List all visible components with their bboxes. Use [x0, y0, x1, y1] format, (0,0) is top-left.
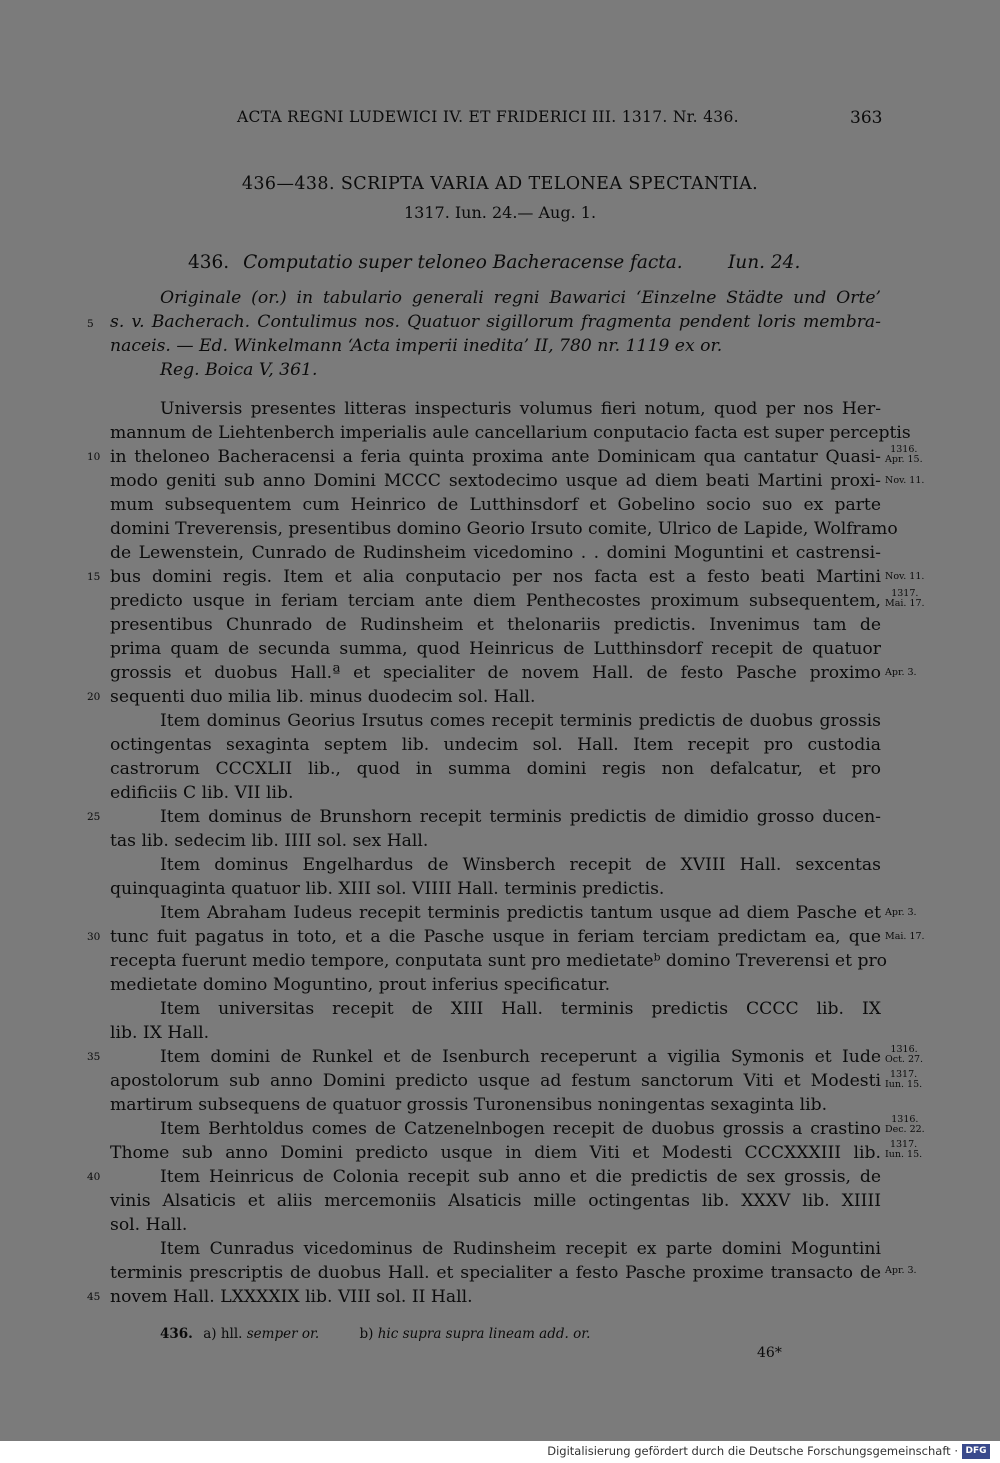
body-line: prima quam de secunda summa, quod Heinricus de Lutthinsdorf recepit de quatuor	[110, 639, 881, 659]
line-number: 25	[87, 811, 101, 823]
body-line: Item Abraham Iudeus recepit terminis predictis tantum usque ad diem Pasche et	[160, 903, 881, 923]
body-line: castrorum CCCXLII lib., quod in summa domini regis non defalcatur, et pro	[110, 759, 881, 779]
body-line: medietate domino Moguntino, prout inferius specificatur.	[110, 975, 611, 995]
line-number: 45	[87, 1291, 101, 1303]
margin-date: Apr. 3.	[885, 667, 917, 678]
body-line: grossis et duobus Hall.ª et specialiter de novem Hall. de festo Pasche proximo	[110, 663, 881, 683]
body-line: martirum subsequens de quatuor grossis Turonensibus noningentas sexaginta lib.	[110, 1095, 828, 1115]
body-line: Universis presentes litteras inspecturis volumus fieri notum, quod per nos Her-	[160, 399, 881, 419]
body-line: in theloneo Bacheracensi a feria quinta proxima ante Dominicam qua cantatur Quasi-	[110, 447, 881, 467]
body-line: apostolorum sub anno Domini predicto usque ad festum sanctorum Viti et Modesti	[110, 1071, 881, 1091]
body-line: Item domini de Runkel et de Isenburch receperunt a vigilia Symonis et Iude	[160, 1047, 881, 1067]
body-line: Item Cunradus vicedominus de Rudinsheim recepit ex parte domini Moguntini	[160, 1239, 881, 1259]
body-line: mannum de Liehtenberch imperialis aule cancellarium conputacio facta est super perceptis	[110, 423, 911, 443]
margin-date: 1317. Iun. 15.	[885, 1069, 923, 1090]
footnote-b-mark: b)	[359, 1326, 374, 1342]
body-line: edificiis C lib. VII lib.	[110, 783, 294, 803]
apparatus-line: Originale (or.) in tabulario generali regni Bawarici ‘Einzelne Städte und Orte’	[160, 288, 881, 308]
document-number: 436.	[188, 252, 230, 273]
body-line: predicto usque in feriam terciam ante diem Penthecostes proximum subsequentem,	[110, 591, 881, 611]
document-title-text: Computatio super teloneo Bacheracense facta.	[243, 252, 683, 273]
margin-date: 1316. Apr. 15.	[885, 444, 923, 465]
line-number: 5	[87, 318, 94, 330]
line-number: 15	[87, 571, 101, 583]
margin-date: 1317. Iun. 15.	[885, 1139, 923, 1160]
body-line: Item dominus Engelhardus de Winsberch recepit de XVIII Hall. sexcentas	[160, 855, 881, 875]
running-header	[0, 108, 1000, 134]
body-line: Thome sub anno Domini predicto usque in diem Viti et Modesti CCCXXXIII lib.	[110, 1143, 881, 1163]
line-number: 35	[87, 1051, 101, 1063]
body-line: Item Heinricus de Colonia recepit sub anno et die predictis de sex grossis, de	[160, 1167, 881, 1187]
line-number: 40	[87, 1171, 101, 1183]
margin-date: 1316. Oct. 27.	[885, 1044, 924, 1065]
credit-text: Digitalisierung gefördert durch die Deutsche Forschungsgemeinschaft ·	[547, 1444, 958, 1458]
line-number: 10	[87, 451, 101, 463]
line-number: 30	[87, 931, 101, 943]
margin-date: 1317. Mai. 17.	[885, 588, 925, 609]
apparatus-line: Reg. Boica V, 361.	[160, 360, 318, 380]
body-line: bus domini regis. Item et alia conputacio per nos facta est a festo beati Martini	[110, 567, 881, 587]
margin-date: Apr. 3.	[885, 1265, 917, 1276]
footnotes	[160, 1326, 590, 1342]
footnote-a-text: hll.	[220, 1326, 243, 1342]
margin-date: 1316. Dec. 22.	[885, 1114, 925, 1135]
credit-bar	[0, 1441, 1000, 1463]
body-line: sequenti duo milia lib. minus duodecim sol. Hall.	[110, 687, 536, 707]
apparatus-line: naceis. — Ed. Winkelmann ‘Acta imperii inedita’ II, 780 nr. 1119 ex or.	[110, 336, 723, 356]
line-number: 20	[87, 691, 101, 703]
body-line: lib. IX Hall.	[110, 1023, 210, 1043]
signature-mark: 46*	[757, 1345, 782, 1361]
footnote-b-text: hic supra supra lineam add. or.	[377, 1326, 591, 1342]
body-line: tas lib. sedecim lib. IIII sol. sex Hall.	[110, 831, 429, 851]
document-title	[188, 252, 828, 273]
margin-date: Nov. 11.	[885, 475, 925, 486]
body-line: recepta fuerunt medio tempore, conputata sunt pro medietateᵇ domino Treverensi et pro	[110, 951, 888, 971]
page-number: 363	[850, 108, 883, 128]
footnote-a-note: semper or.	[246, 1326, 320, 1342]
running-title: ACTA REGNI LUDEWICI IV. ET FRIDERICI III. 1317. Nr. 436.	[237, 108, 739, 126]
body-line: domini Treverensis, presentibus domino Georio Irsuto comite, Ulrico de Lapide, Wolframo	[110, 519, 898, 539]
apparatus-line: s. v. Bacherach. Contulimus nos. Quatuor sigillorum fragmenta pendent loris membra-	[110, 312, 881, 332]
section-heading: 436—438. SCRIPTA VARIA AD TELONEA SPECTANTIA.	[241, 174, 759, 194]
section-dates: 1317. Iun. 24.— Aug. 1.	[403, 203, 597, 222]
body-line: sol. Hall.	[110, 1215, 188, 1235]
footnote-doc-number: 436.	[160, 1326, 193, 1342]
body-line: novem Hall. LXXXXIX lib. VIII sol. II Hall.	[110, 1287, 473, 1307]
dfg-logo: DFG	[962, 1444, 990, 1459]
margin-date: Mai. 17.	[885, 931, 925, 942]
body-line: tunc fuit pagatus in toto, et a die Pasche usque in feriam terciam predictam ea, que	[110, 927, 881, 947]
margin-date: Apr. 3.	[885, 907, 917, 918]
body-line: terminis prescriptis de duobus Hall. et specialiter a festo Pasche proxime transacto de	[110, 1263, 881, 1283]
document-date: Iun. 24.	[728, 252, 801, 273]
body-line: Item universitas recepit de XIII Hall. terminis predictis CCCC lib. IX	[160, 999, 881, 1019]
body-line: modo geniti sub anno Domini MCCC sextodecimo usque ad diem beati Martini proxi-	[110, 471, 881, 491]
body-line: octingentas sexaginta septem lib. undecim sol. Hall. Item recepit pro custodia	[110, 735, 881, 755]
body-line: presentibus Chunrado de Rudinsheim et thelonariis predictis. Invenimus tam de	[110, 615, 881, 635]
body-line: Item Berhtoldus comes de Catzenelnbogen recepit de duobus grossis a crastino	[160, 1119, 881, 1139]
body-line: Item dominus Georius Irsutus comes recepit terminis predictis de duobus grossis	[160, 711, 881, 731]
body-line: vinis Alsaticis et aliis mercemoniis Alsaticis mille octingentas lib. XXXV lib. XIIII	[110, 1191, 881, 1211]
body-line: Item dominus de Brunshorn recepit terminis predictis de dimidio grosso ducen-	[160, 807, 881, 827]
body-line: mum subsequentem cum Heinrico de Lutthinsdorf et Gobelino socio suo ex parte	[110, 495, 881, 515]
body-line: de Lewenstein, Cunrado de Rudinsheim vicedomino . . domini Moguntini et castrensi-	[110, 543, 881, 563]
body-line: quinquaginta quatuor lib. XIII sol. VIIII Hall. terminis predictis.	[110, 879, 665, 899]
margin-date: Nov. 11.	[885, 571, 925, 582]
footnote-a-mark: a)	[203, 1326, 217, 1342]
